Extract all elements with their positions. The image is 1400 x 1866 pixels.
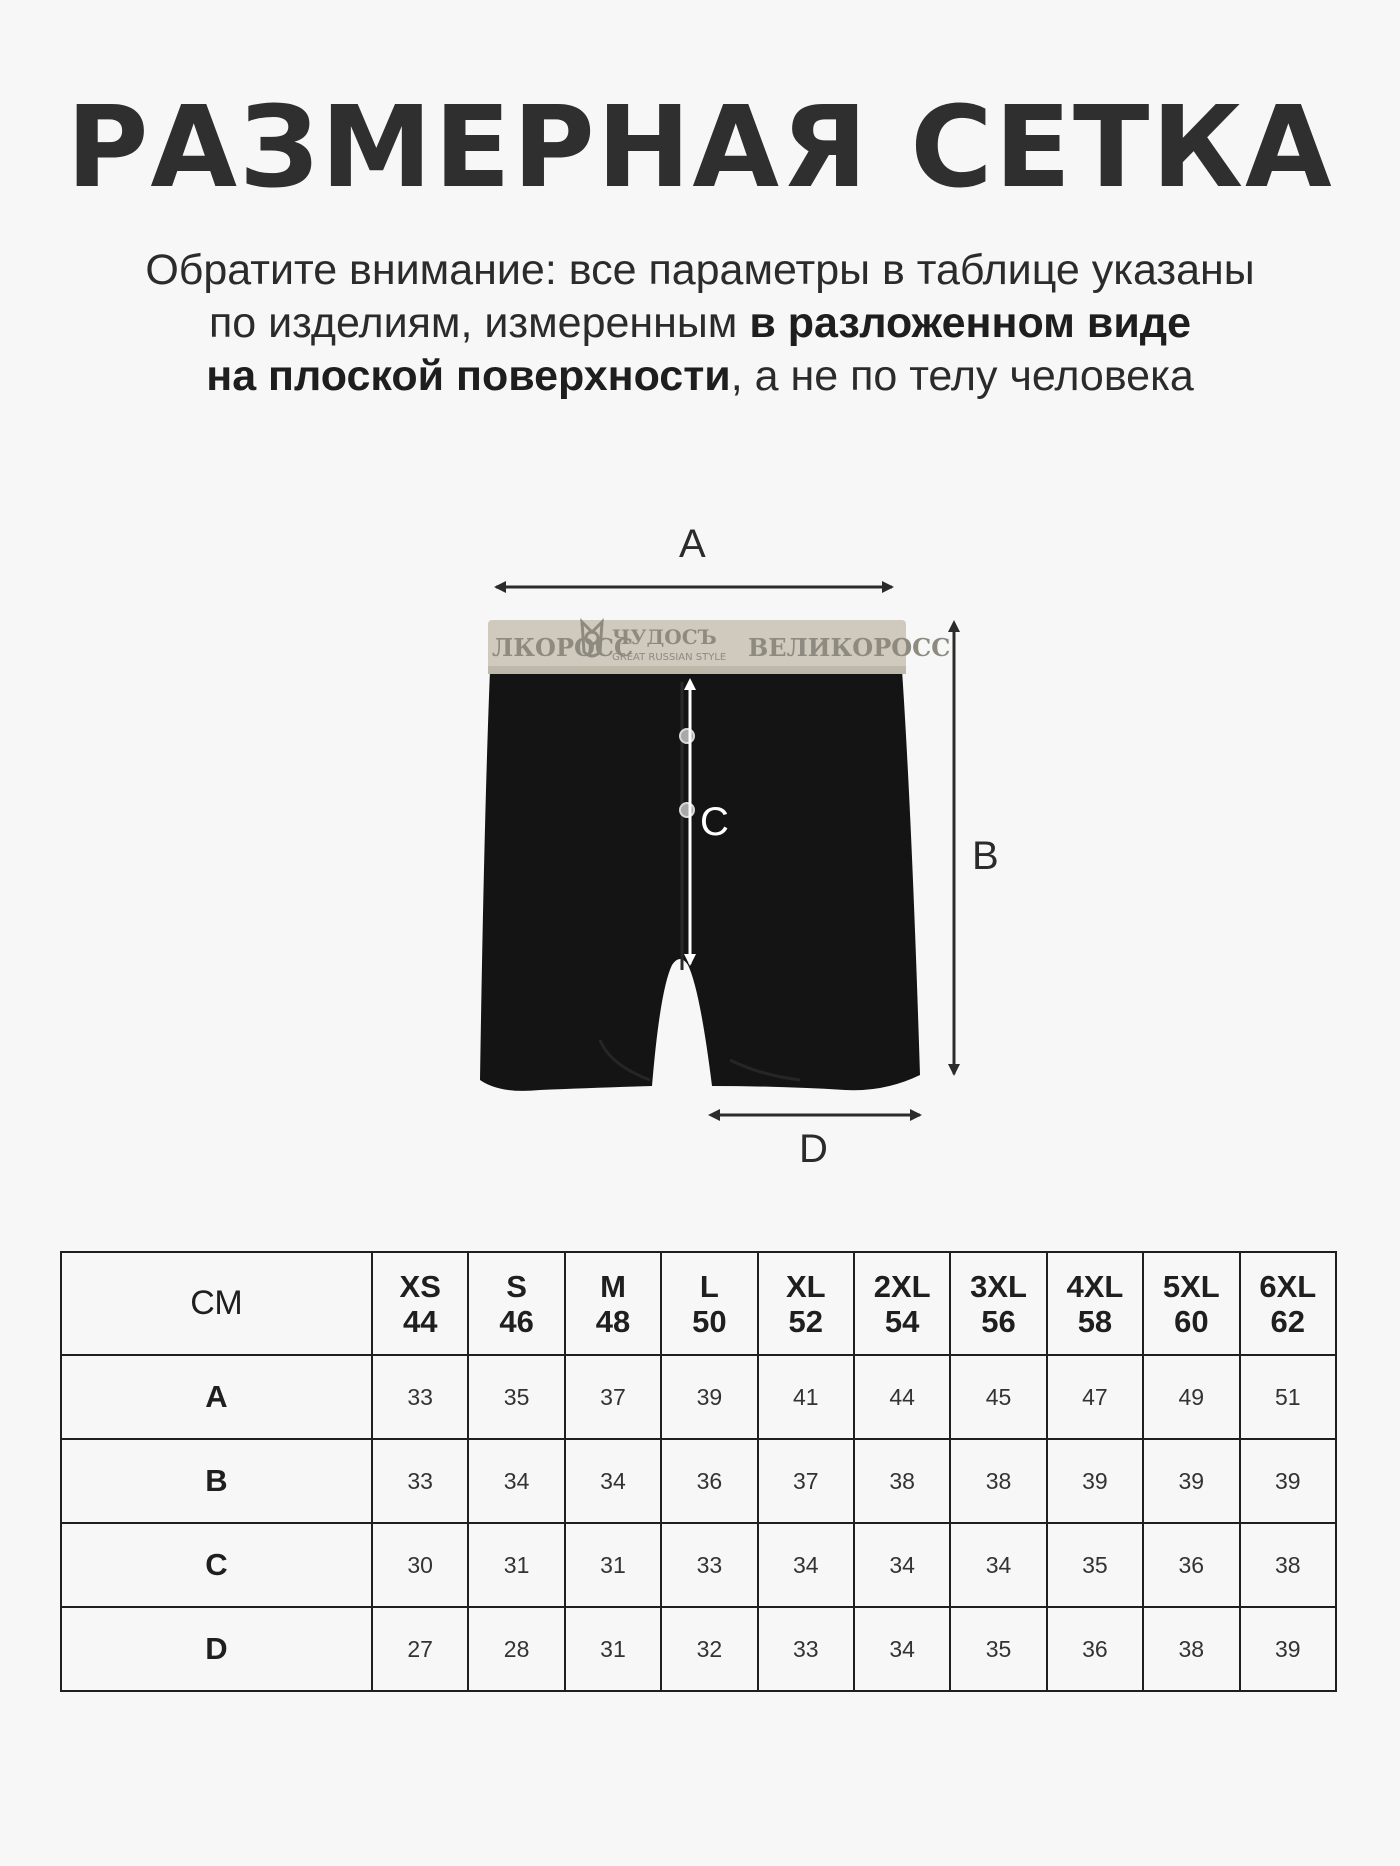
size-header: 3XL 56	[950, 1252, 1046, 1355]
table-cell: 35	[950, 1607, 1046, 1691]
table-cell: 49	[1143, 1355, 1239, 1439]
table-cell: 36	[1047, 1607, 1143, 1691]
table-cell: 34	[854, 1607, 950, 1691]
table-cell: 35	[1047, 1523, 1143, 1607]
table-cell: 35	[468, 1355, 564, 1439]
waistband-text-sub: GREAT RUSSIAN STYLE	[612, 652, 727, 663]
row-label: D	[61, 1607, 372, 1691]
table-cell: 39	[661, 1355, 757, 1439]
label-b: B	[972, 834, 999, 878]
table-cell: 51	[1240, 1355, 1336, 1439]
note-line-1: Обратите внимание: все параметры в таблице указаны	[145, 246, 1255, 294]
waistband-text-left: ЛКОРОСС	[492, 633, 634, 662]
table-cell: 36	[1143, 1523, 1239, 1607]
table-cell: 34	[468, 1439, 564, 1523]
note-line-3	[0, 350, 1400, 403]
table-row	[61, 1355, 1336, 1439]
table-cell: 39	[1047, 1439, 1143, 1523]
table-cell: 39	[1143, 1439, 1239, 1523]
table-cell: 33	[372, 1439, 468, 1523]
table-cell: 37	[565, 1355, 661, 1439]
size-header: 4XL 58	[1047, 1252, 1143, 1355]
table-cell: 28	[468, 1607, 564, 1691]
size-header: XS 44	[372, 1252, 468, 1355]
page-title: РАЗМЕРНАЯ СЕТКА	[66, 83, 1334, 213]
table-cell: 38	[950, 1439, 1046, 1523]
note-line-2-bold: в разложенном виде	[749, 299, 1191, 347]
table-cell: 33	[758, 1607, 854, 1691]
boxer-shorts-illustration	[0, 520, 1400, 1190]
size-table	[60, 1251, 1337, 1692]
table-cell: 33	[372, 1355, 468, 1439]
table-cell: 39	[1240, 1439, 1336, 1523]
table-cell: 38	[1143, 1607, 1239, 1691]
table-cell: 31	[565, 1523, 661, 1607]
table-cell: 34	[854, 1523, 950, 1607]
table-row	[61, 1523, 1336, 1607]
shorts-body	[480, 670, 920, 1091]
table-cell: 47	[1047, 1355, 1143, 1439]
row-label: C	[61, 1523, 372, 1607]
size-header-row	[61, 1252, 1336, 1355]
table-cell: 44	[854, 1355, 950, 1439]
table-cell: 34	[758, 1523, 854, 1607]
table-cell: 34	[950, 1523, 1046, 1607]
size-header: M 48	[565, 1252, 661, 1355]
size-header: S 46	[468, 1252, 564, 1355]
size-header: L 50	[661, 1252, 757, 1355]
table-cell: 33	[661, 1523, 757, 1607]
size-header: 5XL 60	[1143, 1252, 1239, 1355]
table-cell: 34	[565, 1439, 661, 1523]
size-table-container	[60, 1251, 1337, 1692]
measurement-diagram	[0, 520, 1400, 1190]
table-cell: 41	[758, 1355, 854, 1439]
table-cell: 31	[468, 1523, 564, 1607]
label-d: D	[799, 1127, 828, 1171]
table-cell: 38	[1240, 1523, 1336, 1607]
table-cell: 27	[372, 1607, 468, 1691]
table-row	[61, 1607, 1336, 1691]
measurement-note	[0, 244, 1400, 403]
fly-button-bottom	[680, 803, 694, 817]
size-header: 2XL 54	[854, 1252, 950, 1355]
note-line-2	[0, 297, 1400, 350]
table-cell: 37	[758, 1439, 854, 1523]
waistband-text-mid: ЧУДОСЪ	[612, 625, 717, 649]
note-line-3-bold: на плоской поверхности	[206, 352, 731, 400]
unit-header: СМ	[61, 1252, 372, 1355]
waistband-text-right: ВЕЛИКОРОСС	[748, 633, 951, 662]
size-header: 6XL 62	[1240, 1252, 1336, 1355]
table-cell: 32	[661, 1607, 757, 1691]
row-label: A	[61, 1355, 372, 1439]
table-cell: 39	[1240, 1607, 1336, 1691]
table-cell: 45	[950, 1355, 1046, 1439]
table-row	[61, 1439, 1336, 1523]
size-header: XL 52	[758, 1252, 854, 1355]
row-label: B	[61, 1439, 372, 1523]
note-line-3-plain: , а не по телу человека	[730, 352, 1194, 400]
label-c: C	[700, 800, 729, 844]
table-cell: 38	[854, 1439, 950, 1523]
table-cell: 30	[372, 1523, 468, 1607]
table-cell: 36	[661, 1439, 757, 1523]
label-a: A	[679, 522, 706, 566]
fly-button-top	[680, 729, 694, 743]
note-line-2-plain: по изделиям, измеренным	[209, 299, 750, 347]
table-cell: 31	[565, 1607, 661, 1691]
